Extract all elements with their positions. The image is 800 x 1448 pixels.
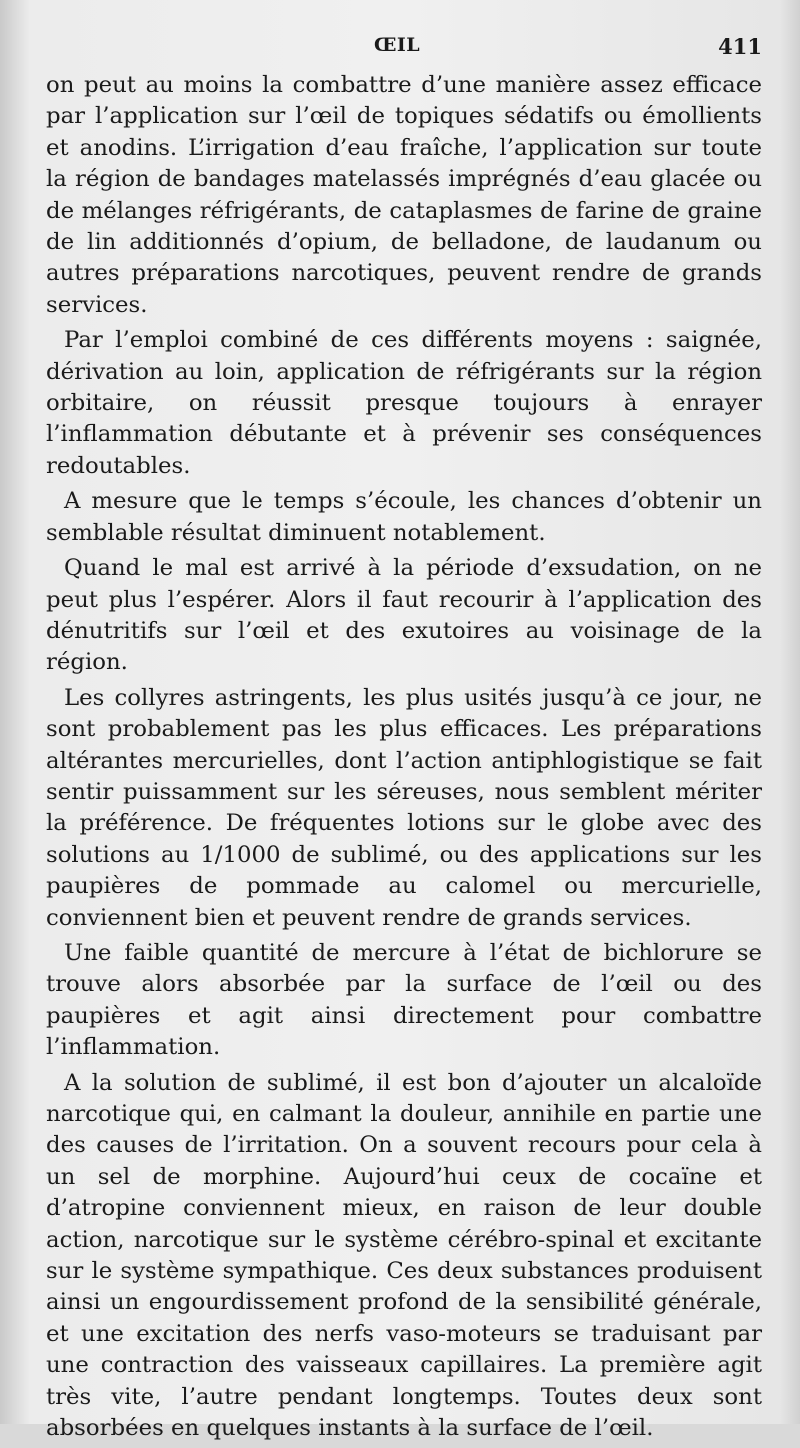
paragraph: Une faible quantité de mercure à l’état de bichlorure se trouve alors absorbée par la surface de l’œil ou des paupières et agit ainsi directement pour combattre l’inflammation. — [46, 939, 762, 1061]
paragraph: Les collyres astringents, les plus usités jusqu’à ce jour, ne sont probablement pas les plus efficaces. Les préparations altérantes mercurielles, dont l’action antiphlogistique se fait sentir puissamment sur les séreuses, nous semblent mériter la préférence. De fréquentes lotions sur le globe avec des solutions au 1/1000 de sublimé, ou des applications sur les paupières de pommade au calomel ou mercurielle, conviennent bien et peuvent rendre de grands services. — [46, 684, 762, 931]
paragraph: Quand le mal est arrivé à la période d’exsudation, on ne peut plus l’espérer. Alors il faut recourir à l’application des dénutritifs sur l’œil et des exutoires au voisinage de la région. — [46, 555, 762, 676]
paragraph: A mesure que le temps s’écoule, les chances d’obtenir un semblable résultat diminuent notablement. — [46, 488, 762, 546]
running-head: ŒIL — [374, 34, 421, 56]
page-header — [0, 32, 800, 62]
body-text — [46, 70, 762, 1448]
paragraph: A la solution de sublimé, il est bon d’ajouter un alcaloïde narcotique qui, en calmant la douleur, annihile en partie une des causes de l’irritation. On a souvent recours pour cela à un sel de morphine. Aujourd’hui ceux de cocaïne et d’atropine conviennent mieux, en raison de leur double action, narcotique sur le système cérébro-spinal et excitante sur le système sympathique. Ces deux substances produisent ainsi un engourdissement profond de la sensibilité générale, et une excitation des nerfs vaso-moteurs se traduisant par une contraction des vaisseaux capillaires. La première agit très vite, l’autre pendant longtemps. Toutes deux sont absorbées en quelques instants à la surface de l’œil. — [46, 1069, 762, 1442]
paragraph-continuation: on peut au moins la combattre d’une manière assez efficace par l’application sur l’œil de topiques sédatifs ou émollients et anodins. L’irrigation d’eau fraîche, l’application sur toute la région de bandages matelassés imprégnés d’eau glacée ou de mélanges réfrigérants, de cataplasmes de farine de graine de lin additionnés d’opium, de belladone, de laudanum ou autres préparations narcotiques, peuvent rendre de grands services. — [46, 72, 762, 318]
paragraph: Par l’emploi combiné de ces différents moyens : saignée, dérivation au loin, application de réfrigérants sur la région orbitaire, on réussit presque toujours à enrayer l’inflammation débutante et à prévenir ses conséquences redoutables. — [46, 327, 762, 479]
page-number: 411 — [718, 34, 762, 59]
